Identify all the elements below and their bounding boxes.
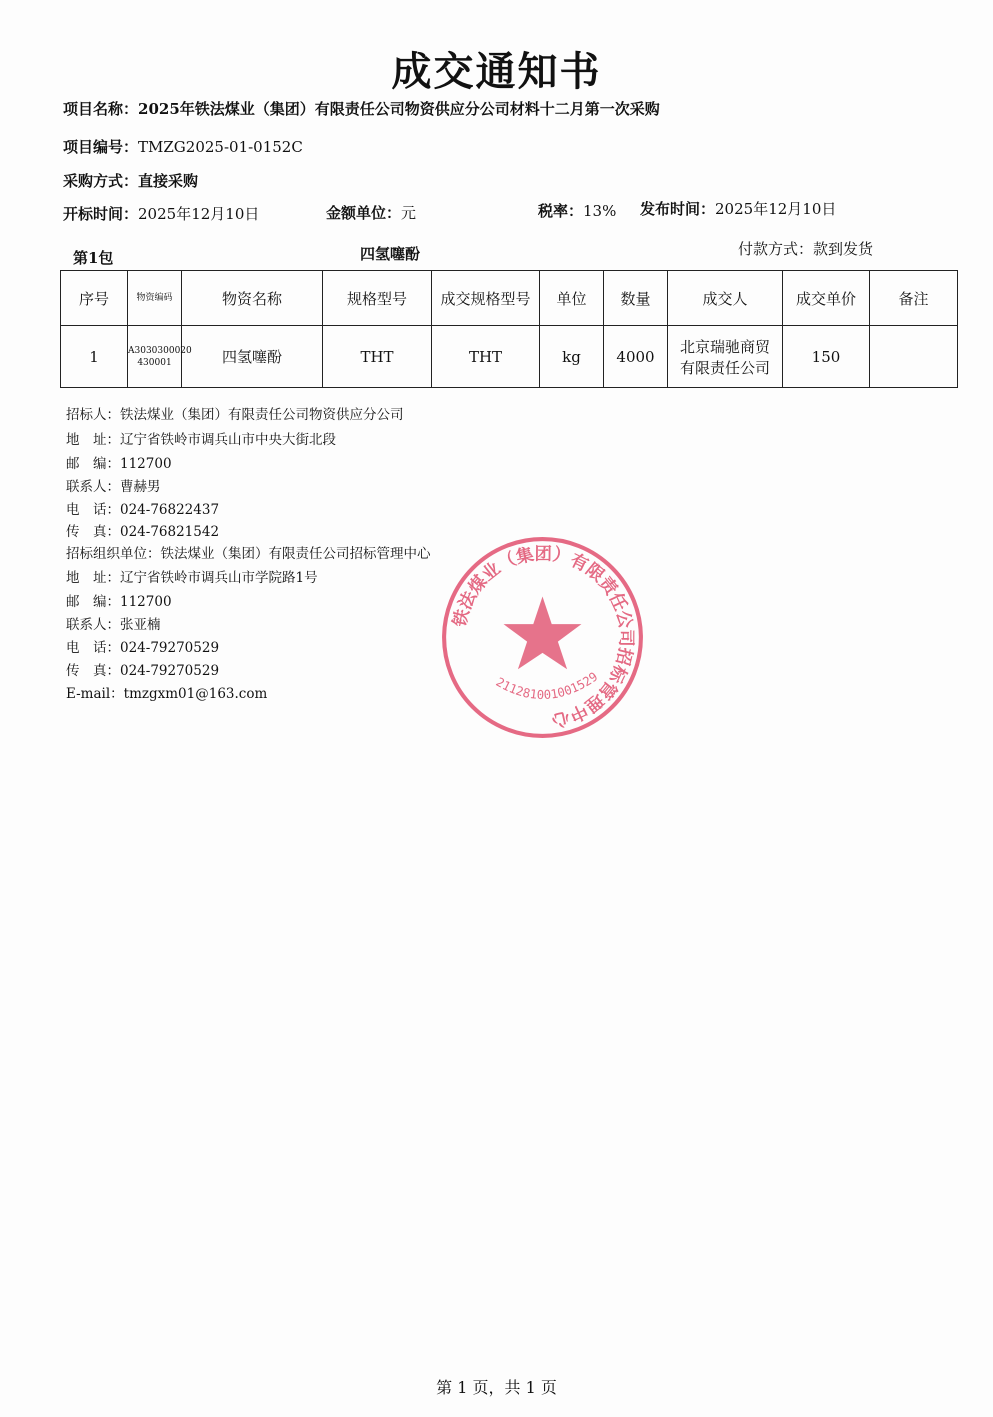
project-number-line	[63, 136, 303, 157]
package-label: 第1包	[73, 249, 114, 267]
publish-time-label: 发布时间：	[640, 200, 716, 218]
tenderer-contact-label: 联系人：	[66, 479, 120, 495]
col-header-vendor: 成交人	[668, 271, 783, 326]
cell-seq: 1	[61, 326, 128, 388]
agency-fax-line	[66, 659, 219, 679]
currency-label: 金额单位：	[326, 204, 402, 222]
tenderer-postcode-label: 邮 编：	[66, 456, 120, 472]
tenderer-fax: 024-76821542	[120, 524, 220, 540]
tenderer-contact-line	[66, 475, 161, 495]
agency-fax: 024-79270529	[120, 663, 220, 679]
cell-price: 150	[783, 326, 870, 388]
agency-name-line	[66, 542, 431, 562]
agency-phone: 024-79270529	[120, 640, 220, 656]
project-number-label: 项目编号：	[63, 138, 139, 156]
cell-qty: 4000	[604, 326, 668, 388]
cell-unit: kg	[540, 326, 604, 388]
tenderer-address-line	[66, 428, 336, 448]
agency-label: 招标组织单位：	[66, 546, 161, 562]
tenderer-postcode: 112700	[120, 456, 172, 472]
col-header-remark: 备注	[870, 271, 958, 326]
purchase-method: 直接采购	[138, 172, 199, 190]
col-header-price: 成交单价	[783, 271, 870, 326]
cell-vendor-line2: 有限责任公司	[679, 358, 770, 377]
project-name: 2025年铁法煤业（集团）有限责任公司物资供应分公司材料十二月第一次采购	[138, 100, 660, 118]
cell-remark	[870, 326, 958, 388]
col-header-spec: 规格型号	[323, 271, 432, 326]
tenderer-name: 铁法煤业（集团）有限责任公司物资供应分公司	[120, 407, 404, 423]
open-time-line	[63, 203, 259, 224]
tenderer-fax-label: 传 真：	[66, 524, 120, 540]
project-number: TMZG2025-01-0152C	[138, 138, 303, 156]
agency-contact: 张亚楠	[120, 617, 161, 633]
purchase-method-line	[63, 170, 198, 191]
agency-address: 辽宁省铁岭市调兵山市学院路1号	[120, 570, 318, 586]
publish-time: 2025年12月10日	[715, 200, 837, 218]
official-seal-stamp	[440, 535, 645, 740]
tenderer-name-line	[66, 403, 404, 423]
tax-rate: 13%	[583, 202, 617, 220]
cell-spec: THT	[323, 326, 432, 388]
cell-vendor	[668, 326, 783, 388]
agency-address-line	[66, 566, 318, 586]
agency-postcode-line	[66, 590, 172, 610]
agency-name: 铁法煤业（集团）有限责任公司招标管理中心	[160, 546, 431, 562]
seal-number: 2112810010015​29	[493, 669, 601, 703]
package-name: 四氢噻酚	[360, 245, 421, 263]
seal-ring-text: 铁法煤业（集团）有限责任公司招标管理中心	[450, 544, 636, 731]
tenderer-contact: 曹赫男	[120, 479, 161, 495]
col-header-unit: 单位	[540, 271, 604, 326]
tax-line	[538, 200, 616, 221]
open-time: 2025年12月10日	[138, 205, 260, 223]
agency-postcode: 112700	[120, 594, 172, 610]
page-footer: 第 1 页，共 1 页	[436, 1378, 557, 1397]
tenderer-postcode-line	[66, 452, 172, 472]
tenderer-address-label: 地 址：	[66, 432, 120, 448]
publish-time-line	[640, 198, 836, 219]
cell-code-line1: A3030300020	[128, 345, 192, 356]
agency-email: tmzgxm01@163.com	[123, 686, 268, 702]
table-row	[61, 326, 958, 388]
agency-email-label: E-mail：	[66, 686, 124, 702]
tax-label: 税率：	[538, 202, 584, 220]
cell-code	[128, 326, 192, 388]
payment-method: 款到发货	[813, 240, 874, 258]
items-table	[60, 270, 958, 388]
tenderer-phone-label: 电 话：	[66, 502, 120, 518]
agency-contact-line	[66, 613, 161, 633]
tenderer-fax-line	[66, 520, 219, 540]
payment-label: 付款方式：	[738, 240, 814, 258]
agency-email-line	[66, 682, 267, 702]
tenderer-address: 辽宁省铁岭市调兵山市中央大街北段	[120, 432, 336, 448]
currency-line	[326, 202, 416, 223]
seal-star-icon	[504, 597, 582, 670]
table-header-row	[61, 271, 958, 326]
cell-deal-spec: THT	[432, 326, 540, 388]
cell-vendor-line1: 北京瑞驰商贸	[679, 337, 770, 356]
col-header-seq: 序号	[61, 271, 128, 326]
tenderer-phone: 024-76822437	[120, 502, 220, 518]
col-header-qty: 数量	[604, 271, 668, 326]
currency: 元	[401, 204, 417, 222]
document-title: 成交通知书	[391, 49, 602, 95]
agency-contact-label: 联系人：	[66, 617, 120, 633]
project-name-label: 项目名称：	[63, 100, 139, 118]
cell-code-line2: 430001	[137, 357, 172, 368]
col-header-name: 物资名称	[182, 271, 323, 326]
open-time-label: 开标时间：	[63, 205, 139, 223]
agency-phone-line	[66, 636, 219, 656]
col-header-deal-spec: 成交规格型号	[432, 271, 540, 326]
agency-fax-label: 传 真：	[66, 663, 120, 679]
agency-phone-label: 电 话：	[66, 640, 120, 656]
tenderer-phone-line	[66, 498, 219, 518]
col-header-code: 物资编码	[128, 271, 182, 326]
project-name-line	[63, 98, 660, 119]
payment-line	[738, 238, 873, 259]
agency-address-label: 地 址：	[66, 570, 120, 586]
purchase-method-label: 采购方式：	[63, 172, 139, 190]
tenderer-label: 招标人：	[66, 407, 120, 423]
cell-name: 四氢噻酚	[182, 326, 323, 388]
agency-postcode-label: 邮 编：	[66, 594, 120, 610]
